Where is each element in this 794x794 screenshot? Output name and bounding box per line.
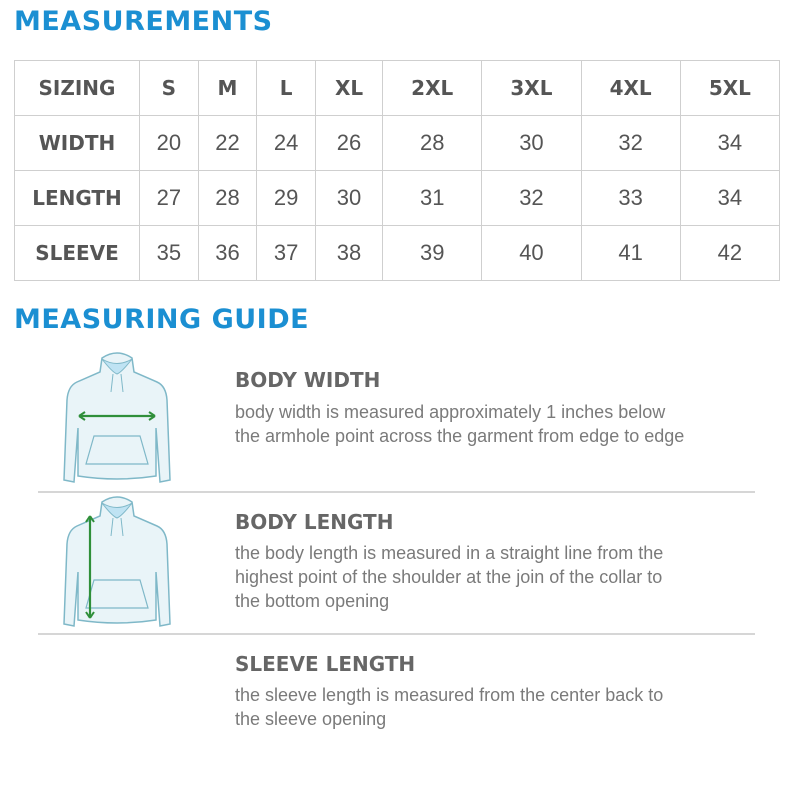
guide-line: body width is measured approximately 1 inches below <box>235 402 666 422</box>
divider <box>38 633 755 635</box>
guide-line: the sleeve opening <box>235 709 387 729</box>
header-cell: S <box>140 61 199 116</box>
hoodie-width-icon <box>62 350 172 490</box>
table-cell: 28 <box>198 171 257 226</box>
table-cell: 41 <box>581 226 680 281</box>
guide-description <box>235 541 790 613</box>
header-cell: 4XL <box>581 61 680 116</box>
table-row-length <box>15 171 780 226</box>
table-cell: 35 <box>140 226 199 281</box>
table-cell: 33 <box>581 171 680 226</box>
row-label: LENGTH <box>15 171 140 226</box>
header-cell: 2XL <box>383 61 482 116</box>
table-cell: 22 <box>198 116 257 171</box>
table-cell: 29 <box>257 171 316 226</box>
row-label: SLEEVE <box>15 226 140 281</box>
table-cell: 32 <box>581 116 680 171</box>
header-cell: XL <box>315 61 382 116</box>
table-cell: 40 <box>482 226 581 281</box>
guide-line: the armhole point across the garment from edge to edge <box>235 426 685 446</box>
table-header-row <box>15 61 780 116</box>
table-cell: 31 <box>383 171 482 226</box>
table-cell: 27 <box>140 171 199 226</box>
table-cell: 28 <box>383 116 482 171</box>
size-chart-table <box>14 60 780 281</box>
guide-description <box>235 683 790 731</box>
table-cell: 30 <box>315 171 382 226</box>
header-cell: M <box>198 61 257 116</box>
header-cell: 3XL <box>482 61 581 116</box>
header-cell: 5XL <box>680 61 779 116</box>
table-cell: 34 <box>680 171 779 226</box>
guide-heading: BODY LENGTH <box>235 510 394 534</box>
table-cell: 39 <box>383 226 482 281</box>
table-cell: 24 <box>257 116 316 171</box>
table-cell: 34 <box>680 116 779 171</box>
table-cell: 32 <box>482 171 581 226</box>
guide-line: the sleeve length is measured from the center back to <box>235 685 664 705</box>
guide-line: the bottom opening <box>235 591 390 611</box>
header-cell: SIZING <box>15 61 140 116</box>
table-cell: 20 <box>140 116 199 171</box>
table-cell: 36 <box>198 226 257 281</box>
guide-description <box>235 400 790 448</box>
table-cell: 30 <box>482 116 581 171</box>
table-cell: 42 <box>680 226 779 281</box>
guide-line: the body length is measured in a straight line from the <box>235 543 664 563</box>
table-row-width <box>15 116 780 171</box>
table-cell: 26 <box>315 116 382 171</box>
guide-line: highest point of the shoulder at the join of the collar to <box>235 567 663 587</box>
table-cell: 38 <box>315 226 382 281</box>
guide-heading: SLEEVE LENGTH <box>235 652 416 676</box>
guide-heading: BODY WIDTH <box>235 368 381 392</box>
table-cell: 37 <box>257 226 316 281</box>
divider <box>38 491 755 493</box>
measuring-guide-title: MEASURING GUIDE <box>14 304 310 335</box>
table-row-sleeve <box>15 226 780 281</box>
row-label: WIDTH <box>15 116 140 171</box>
measurements-title: MEASUREMENTS <box>14 6 273 37</box>
hoodie-length-icon <box>62 494 172 634</box>
header-cell: L <box>257 61 316 116</box>
